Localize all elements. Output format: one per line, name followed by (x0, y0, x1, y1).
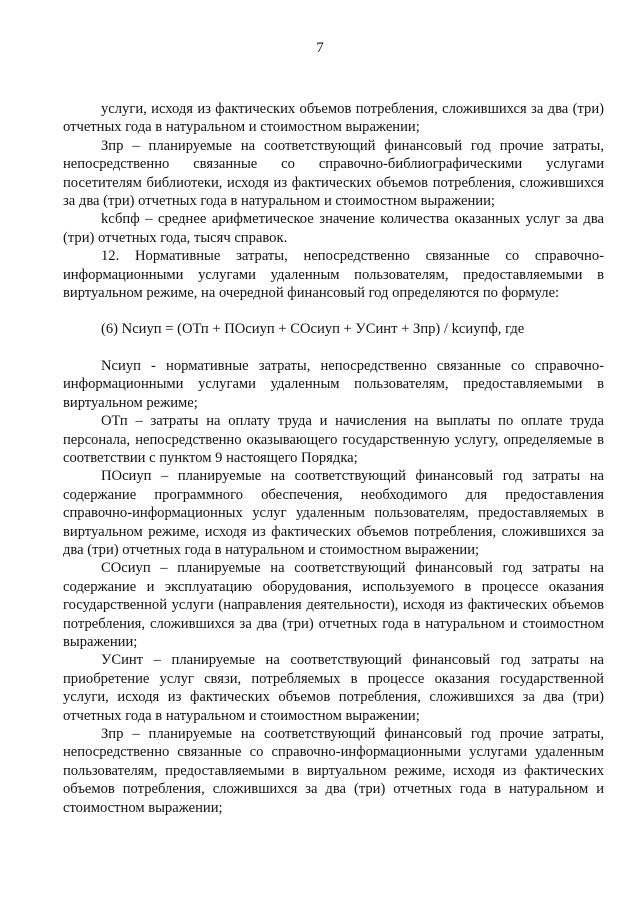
paragraph-ksbpf-definition: kсбпф – среднее арифметическое значение количества оказанных услуг за два (три) отчетных года, тысяч справок. (63, 211, 604, 246)
paragraph-otp-definition: ОТп – затраты на оплату труда и начисления на выплаты по оплате труда персонала, непосредственно оказывающего государственную услугу, определяемые в соответствии с пунктом 9 настоящего Порядка; (63, 413, 604, 466)
paragraph-sosiup-definition: СОсиуп – планируемые на соответствующий финансовый год затраты на содержание и эксплуатацию оборудования, используемого в процессе оказания государственной услуги (направления деятельности), исходя из фактических объемов потребления, сложившихся за два (три) отчетных года в натуральном и стоимостном выражении; (63, 560, 604, 650)
paragraph-usint-definition: УСинт – планируемые на соответствующий финансовый год затраты на приобретение услуг связи, потребляемых в процессе оказания государственной услуги, исходя из фактических объемов потребления, сложившихся за два (три) отчетных года в натуральном и стоимостном выражении; (63, 652, 604, 724)
document-body (63, 100, 604, 817)
paragraph-section-12: 12. Нормативные затраты, непосредственно связанные со справочно-информационными услугами удаленным пользователям, предоставляемыми в виртуальном режиме, на очередной финансовый год определяются по формуле: (63, 248, 604, 302)
paragraph-posiup-definition: ПОсиуп – планируемые на соответствующий финансовый год затраты на содержание программного обеспечения, необходимого для предоставления справочно-информационных услуг удаленным пользователям, предоставляемых в виртуальном режиме, исходя из фактических объемов потребления, сложившихся за два (три) отчетных года в натуральном и стоимостном выражении; (63, 468, 604, 558)
paragraph-nsiup-definition: Nсиуп - нормативные затраты, непосредственно связанные со справочно-информационными услугами удаленным пользователям, предоставляемыми в виртуальном режиме; (63, 357, 604, 411)
paragraph-continuation: услуги, исходя из фактических объемов потребления, сложившихся за два (три) отчетных года в натуральном и стоимостном выражении; (63, 101, 604, 136)
formula-6: (6) Nсиуп = (ОТп + ПОсиуп + СОсиуп + УСинт + Зпр) / kсиупф, где (101, 321, 525, 338)
paragraph-zpr-info-definition: Зпр – планируемые на соответствующий финансовый год прочие затраты, непосредственно связанные со справочно-информационными услугами удаленным пользователям, предоставляемыми в виртуальном режиме, исходя из фактических объемов потребления, сложившихся за два (три) отчетных года в натуральном и стоимостном выражении; (63, 726, 604, 816)
page-number: 7 (316, 40, 324, 56)
paragraph-zpr-biblio-definition: Зпр – планируемые на соответствующий финансовый год прочие затраты, непосредственно связанные со справочно-библиографическими услугами посетителям библиотеки, исходя из фактических объемов потребления, сложившихся за два (три) отчетных года в натуральном и стоимостном выражении; (63, 137, 604, 210)
